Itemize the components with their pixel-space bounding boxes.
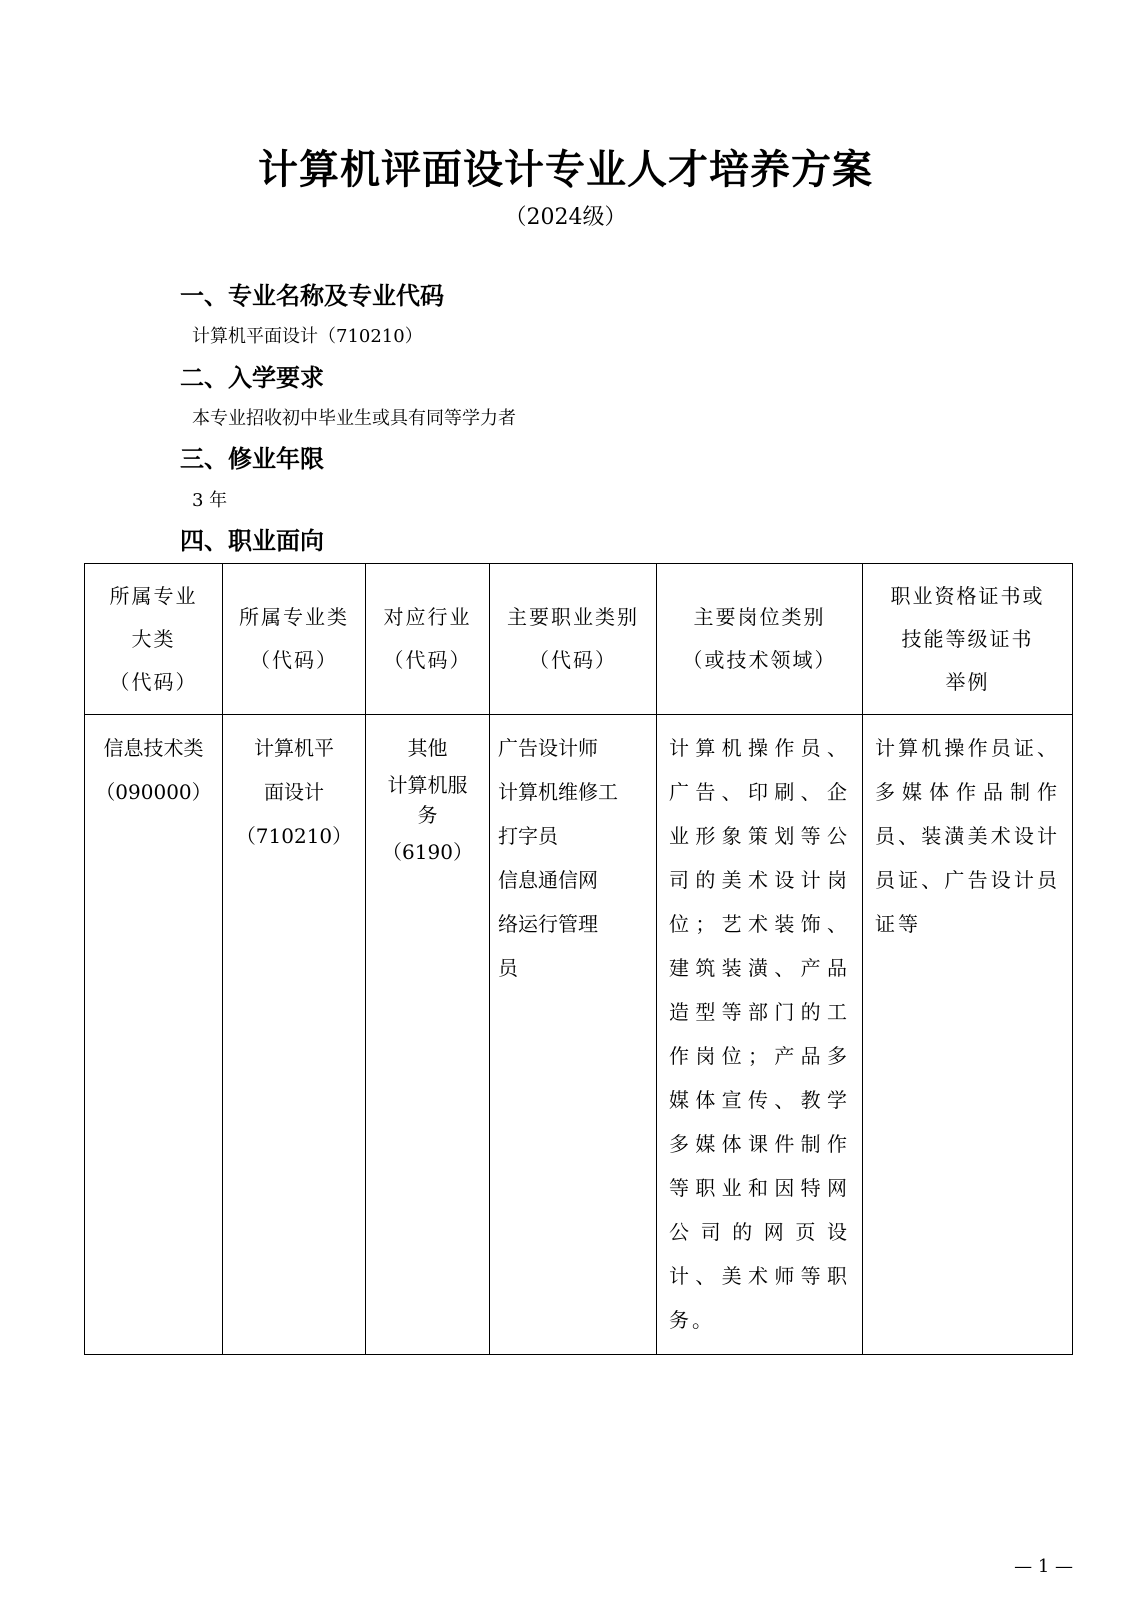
page-number: — 1 —: [1014, 1556, 1073, 1577]
section-heading-4: 四、职业面向: [180, 527, 324, 555]
cell-major-category: 信息技术类 （090000）: [85, 715, 223, 1355]
header-job-position: 主要岗位类别 （或技术领域）: [657, 564, 863, 715]
section-heading-2: 二、入学要求: [180, 364, 324, 392]
section-text-1: 计算机平面设计（710210）: [192, 326, 423, 347]
career-table: [84, 563, 1073, 1355]
cell-certificate: 计算机操作员证、多媒体作品制作员、装潢美术设计员证、广告设计员证等: [863, 715, 1073, 1355]
header-major-category: 所属专业 大类 （代码）: [85, 564, 223, 715]
section-text-2: 本专业招收初中毕业生或具有同等学力者: [192, 408, 516, 429]
document-subtitle: （2024级）: [504, 205, 627, 230]
section-heading-3: 三、修业年限: [180, 445, 324, 473]
document-title: 计算机评面设计专业人才培养方案: [258, 147, 873, 193]
header-occupation: 主要职业类别 （代码）: [490, 564, 657, 715]
cell-major-class: 计算机平 面设计 （710210）: [223, 715, 366, 1355]
section-text-3: 3 年: [192, 490, 228, 511]
header-major-class: 所属专业类 （代码）: [223, 564, 366, 715]
header-industry: 对应行业 （代码）: [366, 564, 490, 715]
section-heading-1: 一、专业名称及专业代码: [180, 282, 444, 310]
cell-industry: 其他 计算机服 务 （6190）: [366, 715, 490, 1355]
cell-occupation: 广告设计师 计算机维修工 打字员 信息通信网 络运行管理 员: [490, 715, 657, 1355]
table-row: [85, 715, 1073, 1355]
cell-job-position: 计算机操作员、广告、印刷、企业形象策划等公司的美术设计岗位；艺术装饰、建筑装潢、产品造型等部门的工作岗位；产品多媒体宣传、教学多媒体课件制作等职业和因特网公司的网页设计、美术师等职务。: [657, 715, 863, 1355]
header-certificate: 职业资格证书或 技能等级证书 举例: [863, 564, 1073, 715]
table-header-row: [85, 564, 1073, 715]
